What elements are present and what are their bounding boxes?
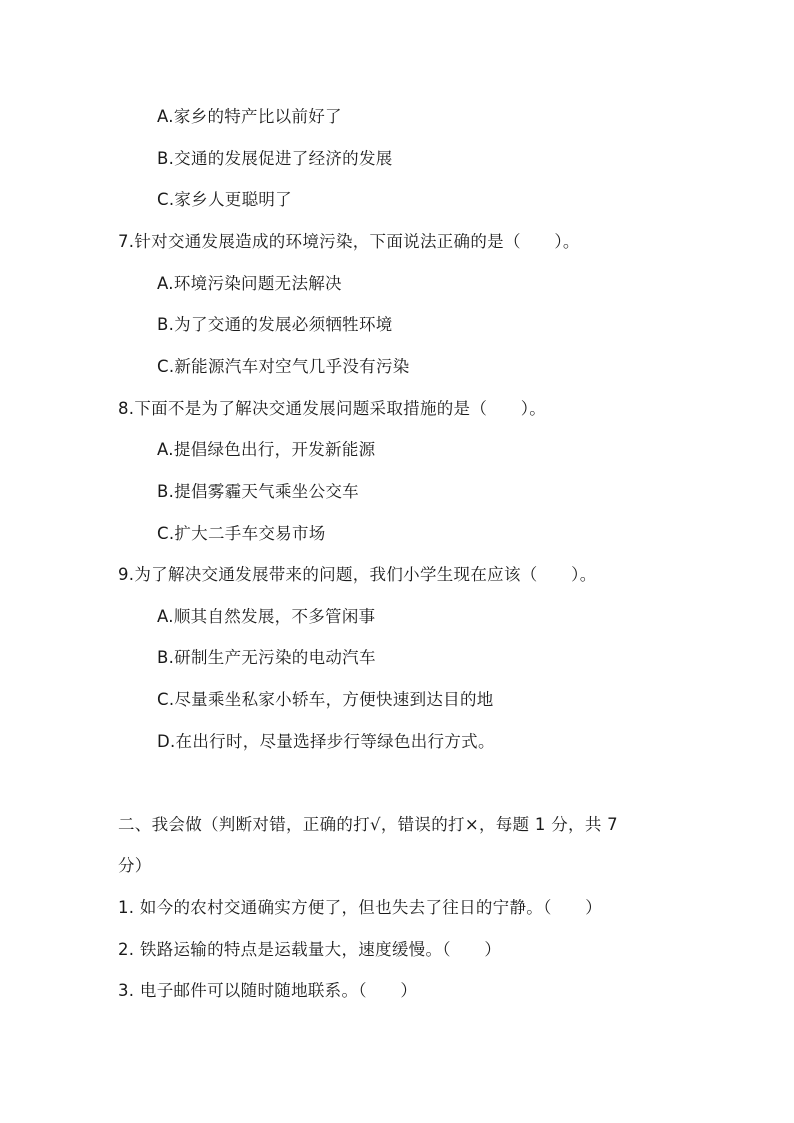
q9-option-a: A.顺其自然发展，不多管闲事	[157, 607, 376, 626]
judge-item-1: 1. 如今的农村交通确实方便了，但也失去了往日的宁静。（ ）	[118, 898, 603, 917]
q9-stem: 9.为了解决交通发展带来的问题，我们小学生现在应该（ ）。	[118, 565, 597, 584]
q8-option-a: A.提倡绿色出行，开发新能源	[157, 440, 376, 459]
judge-item-3: 3. 电子邮件可以随时随地联系。（ ）	[118, 981, 418, 1000]
section2-heading-cont: 分）	[118, 856, 152, 875]
q8-option-c: C.扩大二手车交易市场	[157, 524, 326, 543]
q6-option-c: C.家乡人更聪明了	[157, 190, 292, 209]
judge-item-2: 2. 铁路运输的特点是运载量大，速度缓慢。（ ）	[118, 940, 502, 959]
q6-option-a: A.家乡的特产比以前好了	[157, 107, 342, 126]
q7-option-c: C.新能源汽车对空气几乎没有污染	[157, 357, 410, 376]
q7-stem: 7.针对交通发展造成的环境污染，下面说法正确的是（ ）。	[118, 232, 580, 251]
q7-option-b: B.为了交通的发展必须牺牲环境	[157, 315, 393, 334]
q8-option-b: B.提倡雾霾天气乘坐公交车	[157, 482, 359, 501]
q9-option-b: B.研制生产无污染的电动汽车	[157, 648, 376, 667]
q6-option-b: B.交通的发展促进了经济的发展	[157, 149, 393, 168]
q9-option-d: D.在出行时，尽量选择步行等绿色出行方式。	[157, 732, 495, 751]
q7-option-a: A.环境污染问题无法解决	[157, 274, 342, 293]
section2-heading: 二、我会做（判断对错，正确的打√，错误的打×，每题 1 分，共 7	[118, 815, 618, 834]
q8-stem: 8.下面不是为了解决交通发展问题采取措施的是（ ）。	[118, 399, 547, 418]
q9-option-c: C.尽量乘坐私家小轿车，方便快速到达目的地	[157, 690, 494, 709]
